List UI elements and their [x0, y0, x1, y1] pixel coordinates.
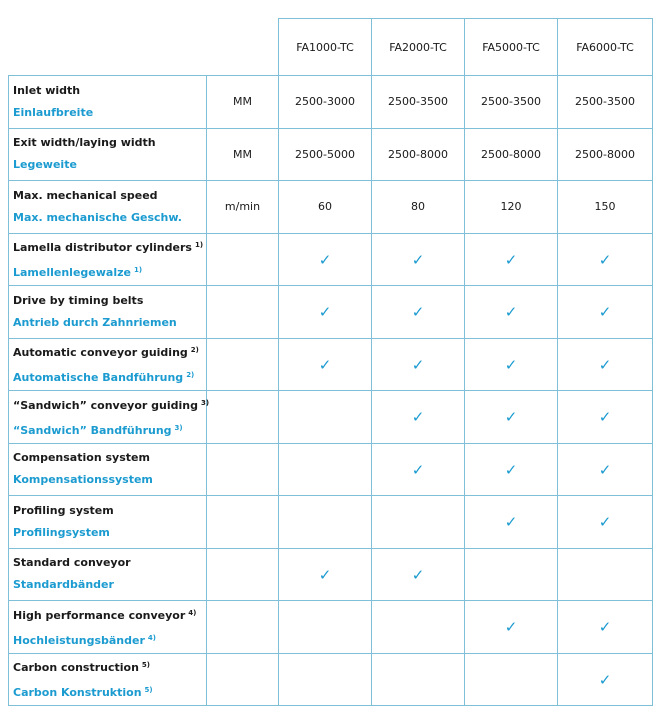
unit-cell: [207, 601, 279, 654]
check-cell: [279, 286, 372, 339]
check-cell: [465, 286, 558, 339]
label-text: Lamella distributor cylinders: [13, 241, 192, 255]
row-label-cell: [9, 128, 207, 181]
header-row: [9, 19, 653, 76]
label-english: [13, 185, 206, 207]
label-german: [13, 522, 206, 544]
unit-cell: MM: [207, 76, 279, 129]
row-label-cell: [9, 233, 207, 286]
label-text: Exit width/laying width: [13, 136, 156, 150]
table-row: [9, 443, 653, 496]
label-english: [13, 602, 206, 627]
label-english: [13, 234, 206, 259]
label-english: [13, 290, 206, 312]
check-cell: [465, 338, 558, 391]
header-blank-cell: [9, 19, 207, 76]
check-cell: [558, 548, 653, 601]
footnote-marker: 2): [186, 371, 195, 380]
row-label-cell: [9, 338, 207, 391]
check-icon: ✓: [411, 565, 425, 584]
model-header: FA2000-TC: [372, 19, 465, 76]
label-text: Antrieb durch Zahnriemen: [13, 315, 177, 329]
check-icon: ✓: [504, 250, 518, 269]
check-cell: [279, 601, 372, 654]
check-icon: ✓: [318, 565, 332, 584]
label-german: [13, 469, 206, 491]
value-cell: 2500-3000: [279, 76, 372, 129]
row-label-cell: [9, 76, 207, 129]
label-german: [13, 207, 206, 229]
label-german: [13, 574, 206, 596]
footnote-marker: 1): [133, 266, 143, 275]
check-icon: ✓: [318, 250, 332, 269]
value-cell: 2500-3500: [372, 76, 465, 129]
footnote-marker: 4): [147, 633, 156, 642]
check-icon: ✓: [504, 460, 518, 479]
row-label-cell: [9, 548, 207, 601]
label-text: High performance conveyor: [13, 608, 186, 622]
unit-cell: [207, 286, 279, 339]
footnote-marker: 2): [190, 346, 199, 355]
label-text: Carbon Konstruktion: [13, 686, 142, 700]
check-icon: ✓: [411, 460, 425, 479]
check-cell: [279, 548, 372, 601]
check-cell: [558, 496, 653, 549]
check-icon: ✓: [598, 460, 612, 479]
row-label-cell: [9, 601, 207, 654]
value-cell: 60: [279, 181, 372, 234]
unit-cell: [207, 496, 279, 549]
table-row: [9, 181, 653, 234]
check-icon: ✓: [598, 408, 612, 427]
check-icon: ✓: [504, 408, 518, 427]
check-icon: ✓: [504, 618, 518, 637]
check-icon: ✓: [598, 513, 612, 532]
label-german: [13, 364, 206, 389]
check-icon: ✓: [598, 670, 612, 689]
label-english: [13, 392, 210, 417]
check-cell: [279, 443, 372, 496]
check-cell: [558, 653, 653, 706]
label-text: Max. mechanische Geschw.: [13, 210, 182, 224]
label-text: Kompensationssystem: [13, 473, 153, 487]
check-cell: [558, 443, 653, 496]
label-text: Standard conveyor: [13, 556, 131, 570]
label-text: Inlet width: [13, 83, 81, 97]
table-row: [9, 128, 653, 181]
label-text: Automatische Bandführung: [13, 371, 184, 385]
check-cell: [558, 601, 653, 654]
label-german: [13, 312, 206, 334]
check-icon: ✓: [411, 355, 425, 374]
check-cell: [279, 391, 372, 444]
unit-cell: [207, 653, 279, 706]
label-text: Profilingsystem: [13, 525, 110, 539]
label-german: [13, 154, 206, 176]
unit-cell: [207, 338, 279, 391]
label-text: Profiling system: [13, 503, 114, 517]
check-cell: [372, 496, 465, 549]
check-icon: ✓: [411, 408, 425, 427]
label-english: [13, 500, 206, 522]
check-cell: [465, 233, 558, 286]
label-text: Drive by timing belts: [13, 293, 144, 307]
label-english: [13, 447, 206, 469]
check-cell: [465, 391, 558, 444]
label-english: [13, 552, 206, 574]
label-text: Lamellenlegewalze: [13, 266, 131, 280]
footnote-marker: 3): [174, 423, 183, 432]
table-row: [9, 286, 653, 339]
label-text: Hochleistungsbänder: [13, 633, 145, 647]
table-row: [9, 601, 653, 654]
table-row: [9, 496, 653, 549]
check-cell: [372, 443, 465, 496]
row-label-cell: [9, 653, 207, 706]
label-text: Max. mechanical speed: [13, 188, 158, 202]
label-text: “Sandwich” Bandführung: [13, 423, 172, 437]
label-english: [13, 80, 206, 102]
check-icon: ✓: [504, 513, 518, 532]
check-icon: ✓: [504, 303, 518, 322]
value-cell: 2500-8000: [372, 128, 465, 181]
table-row: [9, 548, 653, 601]
value-cell: 2500-8000: [558, 128, 653, 181]
model-header: FA1000-TC: [279, 19, 372, 76]
value-cell: 2500-3500: [465, 76, 558, 129]
row-label-cell: [9, 496, 207, 549]
check-icon: ✓: [598, 250, 612, 269]
header-blank-cell: [207, 19, 279, 76]
label-text: Carbon construction: [13, 661, 139, 675]
check-icon: ✓: [318, 303, 332, 322]
check-cell: [465, 548, 558, 601]
check-cell: [558, 286, 653, 339]
spec-table: [8, 18, 653, 706]
label-english: [13, 339, 206, 364]
check-icon: ✓: [598, 355, 612, 374]
label-german: [13, 417, 206, 442]
check-cell: [279, 653, 372, 706]
check-icon: ✓: [318, 355, 332, 374]
table-row: [9, 653, 653, 706]
check-cell: [372, 653, 465, 706]
table-row: [9, 391, 653, 444]
row-label-cell: [9, 443, 207, 496]
unit-cell: m/min: [207, 181, 279, 234]
check-icon: ✓: [411, 250, 425, 269]
footnote-marker: 5): [144, 686, 153, 695]
table-row: [9, 338, 653, 391]
label-english: [13, 132, 206, 154]
value-cell: 2500-3500: [558, 76, 653, 129]
label-text: Compensation system: [13, 451, 150, 465]
check-cell: [558, 338, 653, 391]
check-icon: ✓: [504, 355, 518, 374]
value-cell: 80: [372, 181, 465, 234]
check-cell: [279, 496, 372, 549]
label-german: [13, 679, 206, 704]
row-label-cell: [9, 286, 207, 339]
model-header: FA5000-TC: [465, 19, 558, 76]
check-cell: [558, 233, 653, 286]
footnote-marker: 4): [188, 608, 197, 617]
check-icon: ✓: [598, 303, 612, 322]
model-header: FA6000-TC: [558, 19, 653, 76]
label-text: Standardbänder: [13, 578, 114, 592]
value-cell: 2500-8000: [465, 128, 558, 181]
check-cell: [465, 443, 558, 496]
label-text: Einlaufbreite: [13, 105, 94, 119]
check-cell: [372, 233, 465, 286]
label-english: [13, 654, 206, 679]
unit-cell: [207, 233, 279, 286]
check-cell: [558, 391, 653, 444]
unit-cell: [207, 548, 279, 601]
value-cell: 2500-5000: [279, 128, 372, 181]
table-row: [9, 76, 653, 129]
footnote-marker: 5): [141, 661, 150, 670]
value-cell: 120: [465, 181, 558, 234]
label-text: Automatic conveyor guiding: [13, 346, 188, 360]
check-icon: ✓: [411, 303, 425, 322]
check-cell: [279, 233, 372, 286]
check-cell: [372, 391, 465, 444]
label-german: [13, 259, 206, 284]
unit-cell: [207, 391, 279, 444]
check-icon: ✓: [598, 618, 612, 637]
footnote-marker: 1): [194, 241, 204, 250]
label-german: [13, 102, 206, 124]
table-row: [9, 233, 653, 286]
check-cell: [372, 548, 465, 601]
unit-cell: MM: [207, 128, 279, 181]
unit-cell: [207, 443, 279, 496]
check-cell: [372, 286, 465, 339]
row-label-cell: [9, 391, 210, 444]
label-text: Legeweite: [13, 158, 77, 172]
check-cell: [279, 338, 372, 391]
footnote-marker: 3): [200, 398, 210, 407]
value-cell: 150: [558, 181, 653, 234]
label-text: “Sandwich” conveyor guiding: [13, 398, 198, 412]
check-cell: [465, 601, 558, 654]
check-cell: [372, 601, 465, 654]
check-cell: [465, 496, 558, 549]
row-label-cell: [9, 181, 207, 234]
check-cell: [465, 653, 558, 706]
label-german: [13, 627, 206, 652]
check-cell: [372, 338, 465, 391]
